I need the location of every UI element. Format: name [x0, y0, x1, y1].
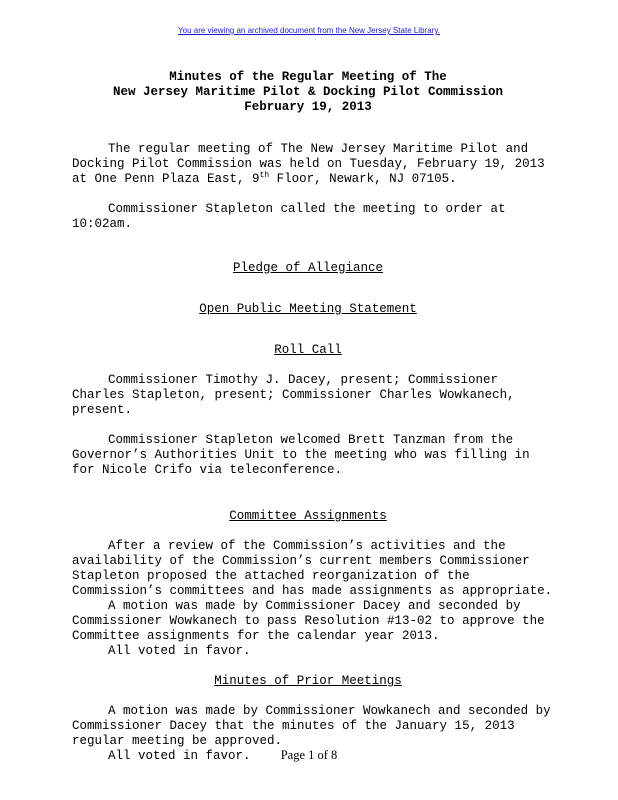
roll-call-paragraph: Commissioner Timothy J. Dacey, present; Commissioner Charles Stapleton, present; Commissioner Charles Wowkanech, present. — [72, 373, 515, 417]
heading-pledge: Pledge of Allegiance — [232, 261, 384, 275]
document-page — [72, 70, 553, 764]
heading-open-public-meeting: Open Public Meeting Statement — [199, 302, 417, 316]
page-number: Page 1 of 8 — [280, 748, 338, 762]
call-to-order-paragraph: Commissioner Stapleton called the meeting to order at 10:02am. — [72, 202, 506, 231]
archive-notice-link[interactable]: You are viewing an archived document from the New Jersey State Library. — [178, 26, 440, 35]
heading-committee-assignments: Committee Assignments — [229, 509, 387, 523]
document-title — [72, 70, 544, 115]
intro-paragraph: The regular meeting of The New Jersey Maritime Pilot and Docking Pilot Commission was held on Tuesday, February 19, 2013 at One Penn Plaza East, 9th Floor, Newark, NJ 07105. — [72, 142, 545, 186]
title-date: February 19, 2013 — [244, 100, 372, 114]
title-line: Minutes of the Regular Meeting of The — [169, 70, 447, 84]
committee-paragraph: After a review of the Commission’s activities and the availability of the Commission’s current members Commissioner Stapleton proposed the attached reorganization of the Commission’s committees and has made assignments as appropriate. A motion was made by Commissioner Dacey and seconded by Commissioner Wowkanech to pass Resolution #13-02 to approve the Committee assignments for the calendar year 2013. All voted in favor. — [72, 539, 553, 658]
heading-minutes-prior-meetings: Minutes of Prior Meetings — [214, 674, 402, 688]
minutes-paragraph: A motion was made by Commissioner Wowkanech and seconded by Commissioner Dacey that the minutes of the January 15, 2013 regular meeting be approved. All voted in favor. — [72, 704, 551, 763]
welcome-paragraph: Commissioner Stapleton welcomed Brett Tanzman from the Governor’s Authorities Unit to the meeting who was filling in for Nicole Crifo via teleconference. — [72, 433, 530, 477]
title-line: New Jersey Maritime Pilot & Docking Pilot Commission — [112, 85, 504, 99]
heading-roll-call: Roll Call — [274, 343, 342, 357]
